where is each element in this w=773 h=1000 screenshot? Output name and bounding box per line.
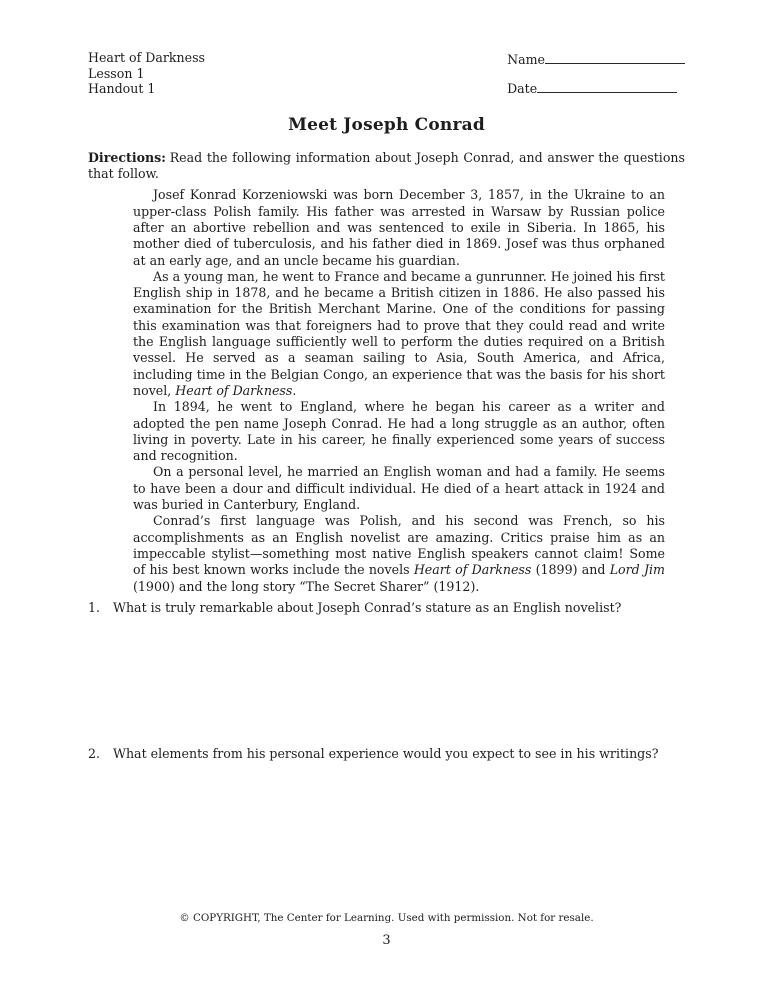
text-run: Heart of Darkness — [175, 382, 293, 398]
biography-text — [133, 187, 665, 594]
page-footer — [0, 912, 773, 948]
body-paragraph-1 — [133, 187, 665, 268]
question-2 — [88, 746, 685, 763]
text-run: As a young man, he went to France and became a gunrunner. He joined his first English ship in 1878, and he became a British citizen in 1886. He also passed his examination for the British Merchant Marine. One of the conditions for passing this examination was that foreigners had to prove that they could read and write the English language sufficiently well to perform the duties required on a British vessel. He served as a seaman sailing to Asia, South America, and Africa, including time in the Belgian Congo, an experience that was the basis for his short novel, — [133, 268, 665, 398]
question-1-number: 1. — [88, 599, 101, 615]
answer-space-1 — [88, 616, 685, 746]
text-run: On a personal level, he married an English woman and had a family. He seems to have been a dour and difficult individual. He died of a heart attack in 1924 and was buried in Canterbury, England. — [133, 464, 665, 513]
header-fields-block — [507, 50, 685, 96]
body-paragraph-5 — [133, 513, 665, 594]
text-run: Heart of Darkness — [413, 562, 532, 578]
page-number: 3 — [382, 933, 391, 948]
text-run: Josef Konrad Korzeniowski was born December 3, 1857, in the Ukraine to an upper-class Polish family. His father was arrested in Warsaw by Russian police after an abortive rebellion and was sentenced to exile in Siberia. In 1865, his mother died of tuberculosis, and his father died in 1869. Josef was thus orphaned at an early age, and an uncle became his guardian. — [133, 187, 665, 268]
date-blank-line — [537, 79, 677, 93]
name-blank-line — [545, 50, 685, 64]
text-run: In 1894, he went to England, where he began his career as a writer and adopted the pen name Joseph Conrad. He had a long struggle as an author, often living in poverty. Late in his career, he finally experienced some years of success and recognition. — [133, 399, 665, 464]
header-course-block — [88, 50, 205, 97]
date-field — [507, 79, 685, 96]
date-label: Date — [507, 81, 538, 96]
footer-copyright: © COPYRIGHT, The Center for Learning. Used with permission. Not for resale. — [179, 912, 594, 924]
directions — [88, 150, 685, 183]
directions-text: Read the following information about Joseph Conrad, and answer the questions that follow. — [88, 149, 685, 182]
header-handout: Handout 1 — [88, 81, 156, 97]
questions-section — [88, 600, 685, 763]
question-1 — [88, 600, 685, 617]
body-paragraph-4 — [133, 464, 665, 513]
body-paragraph-2 — [133, 269, 665, 399]
text-run: Lord Jim — [609, 562, 665, 578]
name-field — [507, 50, 685, 67]
name-label: Name — [507, 52, 545, 67]
body-paragraph-3 — [133, 399, 665, 464]
text-run: . — [292, 382, 297, 398]
text-run: (1900) and the long story “The Secret Sharer” (1912). — [133, 578, 480, 594]
text-run: Conrad’s first language was Polish, and his second was French, so his accomplishments as an English novelist are amazing. Critics praise him as an impeccable stylist—something most native English speakers cannot claim! Some of his best known works include the novels — [133, 513, 665, 578]
header-lesson: Lesson 1 — [88, 65, 145, 81]
question-2-text: What elements from his personal experience would you expect to see in his writings? — [113, 746, 659, 762]
directions-label: Directions: — [88, 149, 166, 165]
question-1-text: What is truly remarkable about Joseph Conrad’s stature as an English novelist? — [113, 599, 622, 615]
text-run: (1899) and — [531, 562, 610, 578]
page-title: Meet Joseph Conrad — [288, 114, 485, 135]
header-course: Heart of Darkness — [88, 50, 206, 65]
header — [88, 50, 685, 97]
question-2-number: 2. — [88, 746, 101, 762]
